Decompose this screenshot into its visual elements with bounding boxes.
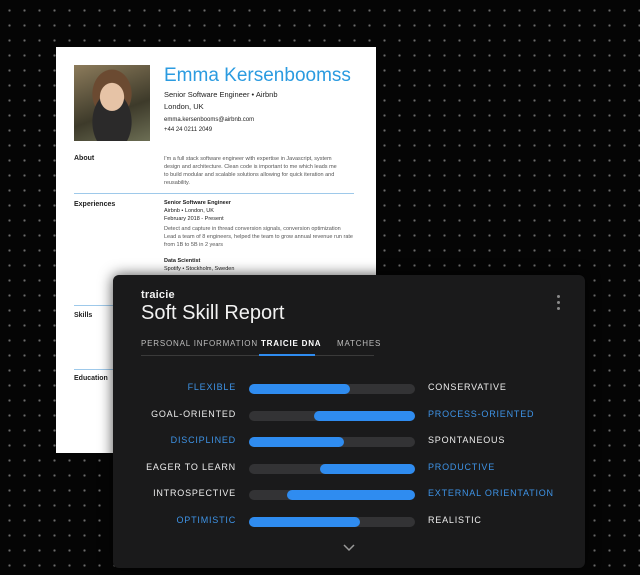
trait-left-label: EAGER TO LEARN [146, 461, 236, 472]
trait-left-label: DISCIPLINED [170, 435, 236, 446]
experiences-label: Experiences [74, 201, 116, 208]
job1-title: Senior Software Engineer [164, 200, 231, 206]
resume-phone: +44 24 0211 2049 [164, 127, 213, 133]
job1-company: Airbnb • London, UK [164, 208, 214, 214]
trait-scale-fill [249, 437, 344, 447]
chevron-down-icon[interactable] [342, 543, 356, 553]
trait-row [113, 435, 585, 449]
trait-scale-track [249, 490, 415, 500]
report-title: Soft Skill Report [141, 302, 285, 324]
trait-scale-track [249, 517, 415, 527]
job1-description: Detect and capture in thread conversion signals, conversion optimization Lead a team of 8 engineers, helped the team to grow annual revenue run rate from 1B to 5B in 2 years [164, 226, 353, 248]
trait-left-label: FLEXIBLE [187, 382, 236, 392]
trait-left-label: OPTIMISTIC [176, 515, 236, 525]
job1-dates: February 2018 - Present [164, 216, 224, 222]
trait-right-label: PRODUCTIVE [428, 461, 496, 472]
trait-right-label: PROCESS-ORIENTED [428, 408, 535, 419]
trait-row [113, 515, 585, 529]
trait-right-label: REALISTIC [428, 515, 482, 525]
trait-scale-fill [287, 490, 415, 500]
trait-left-label: GOAL-ORIENTED [151, 408, 236, 419]
trait-row [113, 382, 585, 396]
soft-skill-report-panel [113, 275, 585, 568]
trait-scale-fill [249, 384, 350, 394]
tab-personal-information[interactable]: PERSONAL INFORMATION [141, 339, 258, 348]
about-label: About [74, 155, 95, 162]
resume-name: Emma Kersenboomss [164, 65, 351, 86]
active-tab-indicator [259, 354, 315, 356]
trait-scale-track [249, 411, 415, 421]
tab-traicie-dna[interactable]: TRAICIE DNA [261, 339, 322, 348]
job2-company: Spotify • Stockholm, Sweden [164, 266, 235, 272]
education-label: Education [74, 375, 108, 382]
profile-photo [74, 65, 150, 141]
trait-row [113, 462, 585, 476]
trait-right-label: EXTERNAL ORIENTATION [428, 488, 554, 499]
about-text: I'm a full stack software engineer with expertise in Javascript, system design and architecture. Clean code is important to me which leads me to build modular and scalable solutions allowing for quick iteration and reusability. [164, 156, 337, 186]
trait-scale-track [249, 384, 415, 394]
section-divider [74, 193, 354, 194]
trait-scale-fill [249, 517, 360, 527]
trait-row [113, 488, 585, 502]
skills-label: Skills [74, 312, 93, 319]
resume-title-line: Senior Software Engineer • Airbnb [164, 90, 278, 99]
more-options-icon[interactable] [557, 295, 561, 313]
trait-scale-fill [320, 464, 415, 474]
trait-right-label: SPONTANEOUS [428, 435, 506, 446]
tab-matches[interactable]: MATCHES [337, 339, 382, 348]
resume-location: London, UK [164, 102, 204, 111]
job2-title: Data Scientist [164, 258, 201, 264]
trait-row [113, 409, 585, 423]
brand-logo: traicie [141, 289, 175, 301]
trait-right-label: CONSERVATIVE [428, 382, 507, 392]
trait-scale-track [249, 464, 415, 474]
resume-email[interactable]: emma.kersenbooms@airbnb.com [164, 117, 255, 123]
trait-left-label: INTROSPECTIVE [153, 488, 236, 499]
trait-scale-fill [314, 411, 415, 421]
trait-scale-track [249, 437, 415, 447]
tabs-divider [141, 355, 374, 356]
